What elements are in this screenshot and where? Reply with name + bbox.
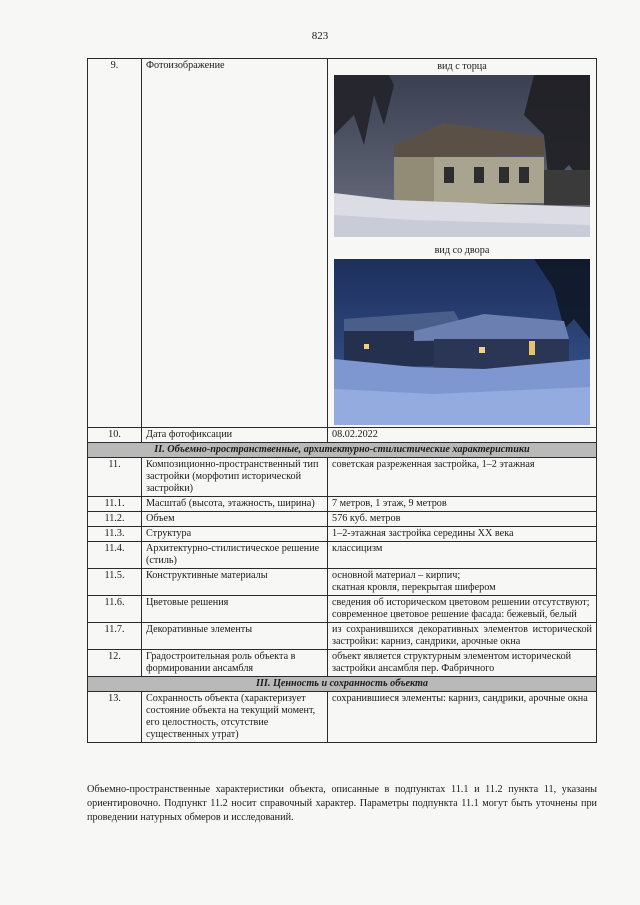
row-number: 11.7. xyxy=(88,623,142,650)
row-number: 11.3. xyxy=(88,527,142,542)
row-value: из сохранившихся декоративных элементов исторической застройки: карниз, сандрики, арочные окна xyxy=(328,623,597,650)
section-header-3 xyxy=(88,677,597,692)
photo-house-end-view xyxy=(334,75,590,237)
table-row xyxy=(88,542,597,569)
table-row-photos xyxy=(88,59,597,428)
row-value: 1–2-этажная застройка середины XX века xyxy=(328,527,597,542)
row-number: 11.1. xyxy=(88,497,142,512)
row-label: Фотоизображение xyxy=(142,59,328,428)
row-label: Объем xyxy=(142,512,328,527)
table-row xyxy=(88,428,597,443)
row-value: сохранившиеся элементы: карниз, сандрики, арочные окна xyxy=(328,692,597,743)
table-row xyxy=(88,497,597,512)
object-characteristics-table xyxy=(87,58,597,743)
table-row xyxy=(88,512,597,527)
row-value: 7 метров, 1 этаж, 9 метров xyxy=(328,497,597,512)
row-number: 12. xyxy=(88,650,142,677)
row-label: Сохранность объекта (характеризует состояние объекта на текущий момент, его целостность, отсутствие существенных утрат) xyxy=(142,692,328,743)
row-number: 11.2. xyxy=(88,512,142,527)
table-row xyxy=(88,650,597,677)
row-value: 576 куб. метров xyxy=(328,512,597,527)
row-label: Конструктивные материалы xyxy=(142,569,328,596)
row-value: 08.02.2022 xyxy=(328,428,597,443)
table-row xyxy=(88,458,597,497)
row-label: Композиционно-пространственный тип застройки (морфотип исторической застройки) xyxy=(142,458,328,497)
row-label: Градостроительная роль объекта в формировании ансамбля xyxy=(142,650,328,677)
row-value: классицизм xyxy=(328,542,597,569)
row-value xyxy=(328,596,597,623)
footnote-paragraph: Объемно-пространственные характеристики объекта, описанные в подпунктах 11.1 и 11.2 пункта 11, указаны ориентировочно. Подпункт 11.2 носит справочный характер. Параметры подпункта 11.1 могут быть уточнены при проведении натурных обмеров и исследований. xyxy=(87,784,597,823)
value-line: основной материал – кирпич; xyxy=(332,570,461,581)
photo-caption-end-view: вид с торца xyxy=(437,61,487,72)
value-line: скатная кровля, перекрытая шифером xyxy=(332,582,496,593)
row-number: 11.5. xyxy=(88,569,142,596)
page-number: 823 xyxy=(311,30,329,42)
row-number: 13. xyxy=(88,692,142,743)
table-row xyxy=(88,596,597,623)
table-row xyxy=(88,569,597,596)
section-title: II. Объемно-пространственные, архитектурно-стилистические характеристики xyxy=(88,443,597,458)
row-label: Дата фотофиксации xyxy=(142,428,328,443)
table-row xyxy=(88,623,597,650)
row-label: Масштаб (высота, этажность, ширина) xyxy=(142,497,328,512)
photo-caption-courtyard-view: вид со двора xyxy=(434,245,490,256)
value-line: современное цветовое решение фасада: бежевый, белый xyxy=(332,609,577,620)
row-number: 9. xyxy=(88,59,142,428)
row-number: 11.4. xyxy=(88,542,142,569)
table-row xyxy=(88,692,597,743)
section-title: III. Ценность и сохранность объекта xyxy=(88,677,597,692)
row-number: 11.6. xyxy=(88,596,142,623)
row-number: 11. xyxy=(88,458,142,497)
row-value: советская разреженная застройка, 1–2 этажная xyxy=(328,458,597,497)
photo-cell xyxy=(328,59,597,428)
row-label: Структура xyxy=(142,527,328,542)
row-label: Декоративные элементы xyxy=(142,623,328,650)
row-label: Цветовые решения xyxy=(142,596,328,623)
row-number: 10. xyxy=(88,428,142,443)
row-value: объект является структурным элементом исторической застройки ансамбля пер. Фабричного xyxy=(328,650,597,677)
value-line: сведения об историческом цветовом решении отсутствуют; xyxy=(332,597,590,608)
table-row xyxy=(88,527,597,542)
row-label: Архитектурно-стилистическое решение (стиль) xyxy=(142,542,328,569)
section-header-2 xyxy=(88,443,597,458)
row-value xyxy=(328,569,597,596)
photo-courtyard-night-view xyxy=(334,259,590,425)
